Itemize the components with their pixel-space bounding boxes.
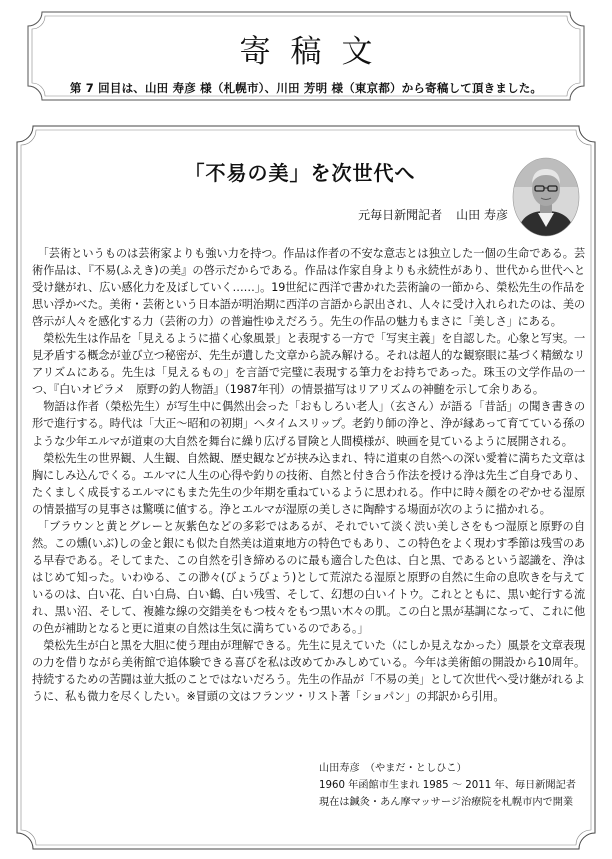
- byline-name: 山田 寿彦: [456, 208, 508, 222]
- author-profile: [319, 760, 594, 811]
- article-headline: 「不易の美」を次世代へ: [184, 161, 416, 185]
- paragraph-2: 榮松先生は作品を「見えるように描く心象風景」と表現する一方で「写実主義」を自認した。心象と写実。一見矛盾する概念が並び立つ秘密が、先生が遺した文章から読み解ける。それは超人的な観察眼に基づく精緻なリアリズムにある。先生は「見えるもの」を言語で完璧に表現する筆力をお持ちであった。珠玉の文学作品の一つ、『白いオピラメ 原野の釣人物語』（1987年刊）の情景描写はリアリズムの神髄を示して余りある。: [32, 332, 585, 397]
- profile-name: 山田寿彦 （やまだ・としひこ）: [319, 763, 467, 774]
- byline: [320, 206, 508, 223]
- paragraph-3: 物語は作者（榮松先生）が写生中に偶然出会った「おもしろい老人」（玄さん）が語る「昔話」の聞き書きの形で進行する。時代は「大正～昭和の初期」へタイムスリップ。老釣り師の浄と、浄が縁あって育てている孫のような少年エルマが道東の大自然を舞台に繰り広げる冒険と人間模様が、映画を見ているように展開される。: [32, 400, 585, 448]
- title-box: [24, 8, 588, 104]
- profile-history: 1960 年函館市生まれ 1985 ～ 2011 年、毎日新聞記者: [319, 780, 576, 791]
- article-body: [32, 245, 585, 705]
- profile-current: 現在は鍼灸・あん摩マッサージ治療院を札幌市内で開業: [319, 797, 574, 808]
- paragraph-5-quote: 「ブラウンと黄とグレーと灰紫色などの多彩ではあるが、それでいて淡く渋い美しさをもつ湿原と原野の自然。この燻(いぶ)しの金と銀にも似た自然美は道東地方の特色でもあり、この特色をよく現わす季節は残雪のある早春である。そしてまた、この自然を引き締めるのに最も適合した色は、白と黒、であるという認識を、浄ははじめて知った。いわゆる、この渺々(びょうびょう)として荒涼たる湿原と原野の自然に生命の息吹きを与えているのは、白い花、白い白鳥、白い鶴、白い残雪、そして、幻想の白いイトウ。これとともに、黒い蛇行する流れ、黒い沼、そして、複雑な線の交錯美をもつ枝々をもつ黒い木々の肌。この白と黒が基調になって、これに他の色が補助となると更に道東の自然は生気に満ちているのである。」: [32, 519, 585, 636]
- intro-text: 第 7 回目は、山田 寿彦 様（札幌市）、川田 芳明 様（東京都）から寄稿して頂きました。: [69, 81, 543, 95]
- page-title: 寄稿文: [239, 34, 393, 70]
- author-portrait-photo: [512, 157, 580, 237]
- paragraph-4: 榮松先生の世界観、人生観、自然観、歴史観などが挟み込まれ、特に道東の自然への深い愛着に満ちた文章は胸にしみ込んでくる。エルマに人生の心得や釣りの技術、自然と付き合う作法を授ける浄は先生ご自身であり、たくましく成長するエルマにもまた先生の少年期を重ねているように思われる。作中に時々顔をのぞかせる湿原の情景描写の見事さは驚嘆に値する。浄とエルマが湿原の美しさに陶酔する場面が次のように描かれる。: [32, 451, 585, 516]
- paragraph-6: 榮松先生が白と黒を大胆に使う理由が理解できる。先生に見えていた（にしか見えなかった）風景を文章表現の力を借りながら美術館で追体験できる喜びを私は改めてかみしめている。今年は美術館の開設から10周年。持続するための苦闘は並大抵のことではないだろう。先生の作品が「不易の美」として次世代へ受け継がれるように、私も微力を尽くしたい。※冒頭の文はフランツ・リスト著「ショパン」の邦訳から引用。: [32, 639, 585, 704]
- byline-role: 元毎日新聞記者: [358, 208, 443, 222]
- paragraph-1: 「芸術というものは芸術家よりも強い力を持つ。作品は作者の不安な意志とは独立した一個の生命である。芸術作品は、『不易(ふえき)の美』の啓示だからである。作品は作家自身よりも永続性があり、世代から世代へと受け継がれ、広い感化力を及ぼしていく……」。19世紀に西洋で書かれた芸術論の一節から、榮松先生の作品を思い浮かべた。美術・芸術という日本語が明治期に西洋の言語から訳出され、人々に受け入れられたのは、美の啓示が人々を感化する力（芸術の力）の普遍性ゆえだろう。先生の作品の魅力もまさに「美しさ」にある。: [32, 247, 585, 329]
